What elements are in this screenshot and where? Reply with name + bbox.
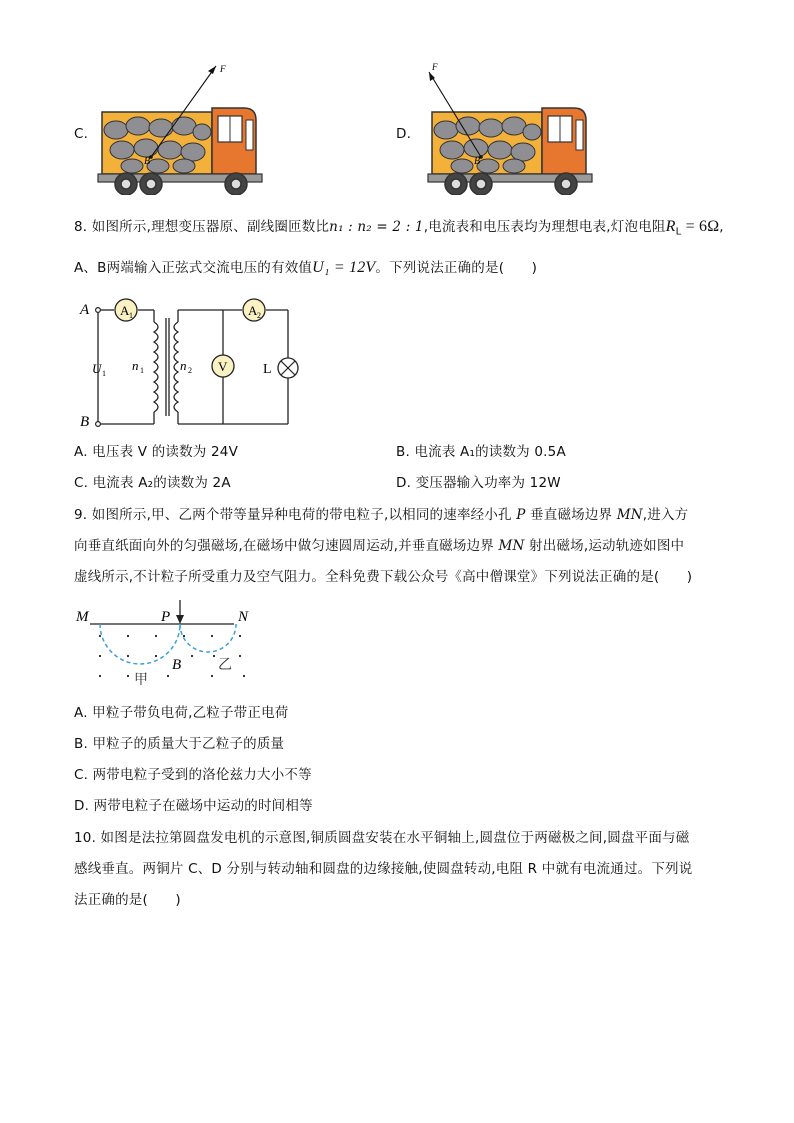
voltmeter-icon xyxy=(212,355,234,377)
q9-option-d[interactable]: D. 两带电粒子在磁场中运动的时间相等 xyxy=(74,798,313,814)
q10-stem-line2: 感线垂直。两铜片 C、D 分别与转动轴和圆盘的边缘接触,使圆盘转动,电阻 R 中就有电流通过。下列说 xyxy=(74,861,693,877)
q9-stem-line2: 向垂直纸面向外的匀强磁场,在磁场中做匀速圆周运动,并垂直磁场边界 MN 射出磁场,运动轨迹如图中 xyxy=(74,538,685,554)
ammeter-a2-icon xyxy=(243,299,265,321)
q9-option-b[interactable]: B. 甲粒子的质量大于乙粒子的质量 xyxy=(74,736,285,752)
q9-option-c[interactable]: C. 两带电粒子受到的洛伦兹力大小不等 xyxy=(74,767,312,783)
option-d-label: D. xyxy=(396,126,412,142)
q10-stem-line3: 法正确的是( ) xyxy=(74,892,181,908)
q8-option-b[interactable]: B. 电流表 A₁的读数为 0.5A xyxy=(396,444,566,460)
svg-text:V: V xyxy=(218,359,228,374)
trajectory-yi xyxy=(180,624,236,652)
label-jia: 甲 xyxy=(134,673,148,688)
svg-text:1: 1 xyxy=(102,369,106,378)
q8-option-c[interactable]: C. 电流表 A₂的读数为 2A xyxy=(74,475,231,491)
svg-text:2: 2 xyxy=(257,311,261,320)
transformer-circuit-diagram xyxy=(70,292,310,432)
q9-stem-line3: 虚线所示,不计粒子所受重力及空气阻力。全科免费下载公众号《高中僧课堂》下列说法正确的是( ) xyxy=(74,569,693,585)
terminal-a-label: A xyxy=(80,302,90,318)
trajectory-jia xyxy=(100,624,180,664)
q9-stem-line1: 9. 如图所示,甲、乙两个带等量异种电荷的带电粒子,以相同的速率经小孔 P 垂直磁场边界 MN,进入方 xyxy=(74,507,689,523)
lamp-icon xyxy=(278,358,298,378)
resistance-symbol: R xyxy=(665,218,676,235)
u1-label: U xyxy=(92,361,102,376)
truck-illustration xyxy=(428,108,592,195)
point-b-label: B xyxy=(474,156,481,167)
terminal-b-label: B xyxy=(80,414,90,430)
force-label: F xyxy=(220,64,226,74)
q8-option-a[interactable]: A. 电压表 V 的读数为 24V xyxy=(74,444,239,460)
q8-stem-line2: A、B两端输入正弦式交流电压的有效值U₁ = 12V。下列说法正确的是( ) xyxy=(74,259,538,276)
turns-ratio: n₁ : n₂ = 2 : 1 xyxy=(329,219,424,235)
n2-label: n xyxy=(180,358,187,373)
truck-illustration xyxy=(98,108,262,195)
svg-text:2: 2 xyxy=(188,366,192,375)
truck-figure-d xyxy=(424,60,599,195)
label-b: B xyxy=(172,657,182,673)
truck-figure-c xyxy=(94,60,269,195)
option-c-label: C. xyxy=(74,126,89,142)
svg-text:A: A xyxy=(248,303,258,318)
svg-text:1: 1 xyxy=(140,366,144,375)
label-n: N xyxy=(238,609,249,625)
label-m: M xyxy=(76,609,89,625)
q8-stem-line1: 8. 如图所示,理想变压器原、副线圈匝数比n₁ : n₂ = 2 : 1,电流表和电压表均为理想电表,灯泡电阻$R_L = 6\Omega$, xyxy=(74,218,724,238)
label-p: P xyxy=(161,609,171,625)
force-label: F xyxy=(432,62,438,72)
input-voltage: U₁ = 12V xyxy=(312,259,376,276)
n1-label: n xyxy=(132,358,139,373)
label-yi: 乙 xyxy=(218,658,232,673)
point-b-label: B xyxy=(144,156,151,167)
q10-stem-line1: 10. 如图是法拉第圆盘发电机的示意图,铜质圆盘安装在水平铜轴上,圆盘位于两磁极之间,圆盘平面与磁 xyxy=(74,830,690,846)
lamp-label: L xyxy=(263,362,272,377)
svg-text:1: 1 xyxy=(129,311,133,320)
q8-option-d[interactable]: D. 变压器输入功率为 12W xyxy=(396,475,561,491)
ammeter-a1-icon xyxy=(115,299,137,321)
magnetic-field-diagram xyxy=(72,596,272,691)
q9-option-a[interactable]: A. 甲粒子带负电荷,乙粒子带正电荷 xyxy=(74,705,289,721)
svg-text:A: A xyxy=(120,303,130,318)
